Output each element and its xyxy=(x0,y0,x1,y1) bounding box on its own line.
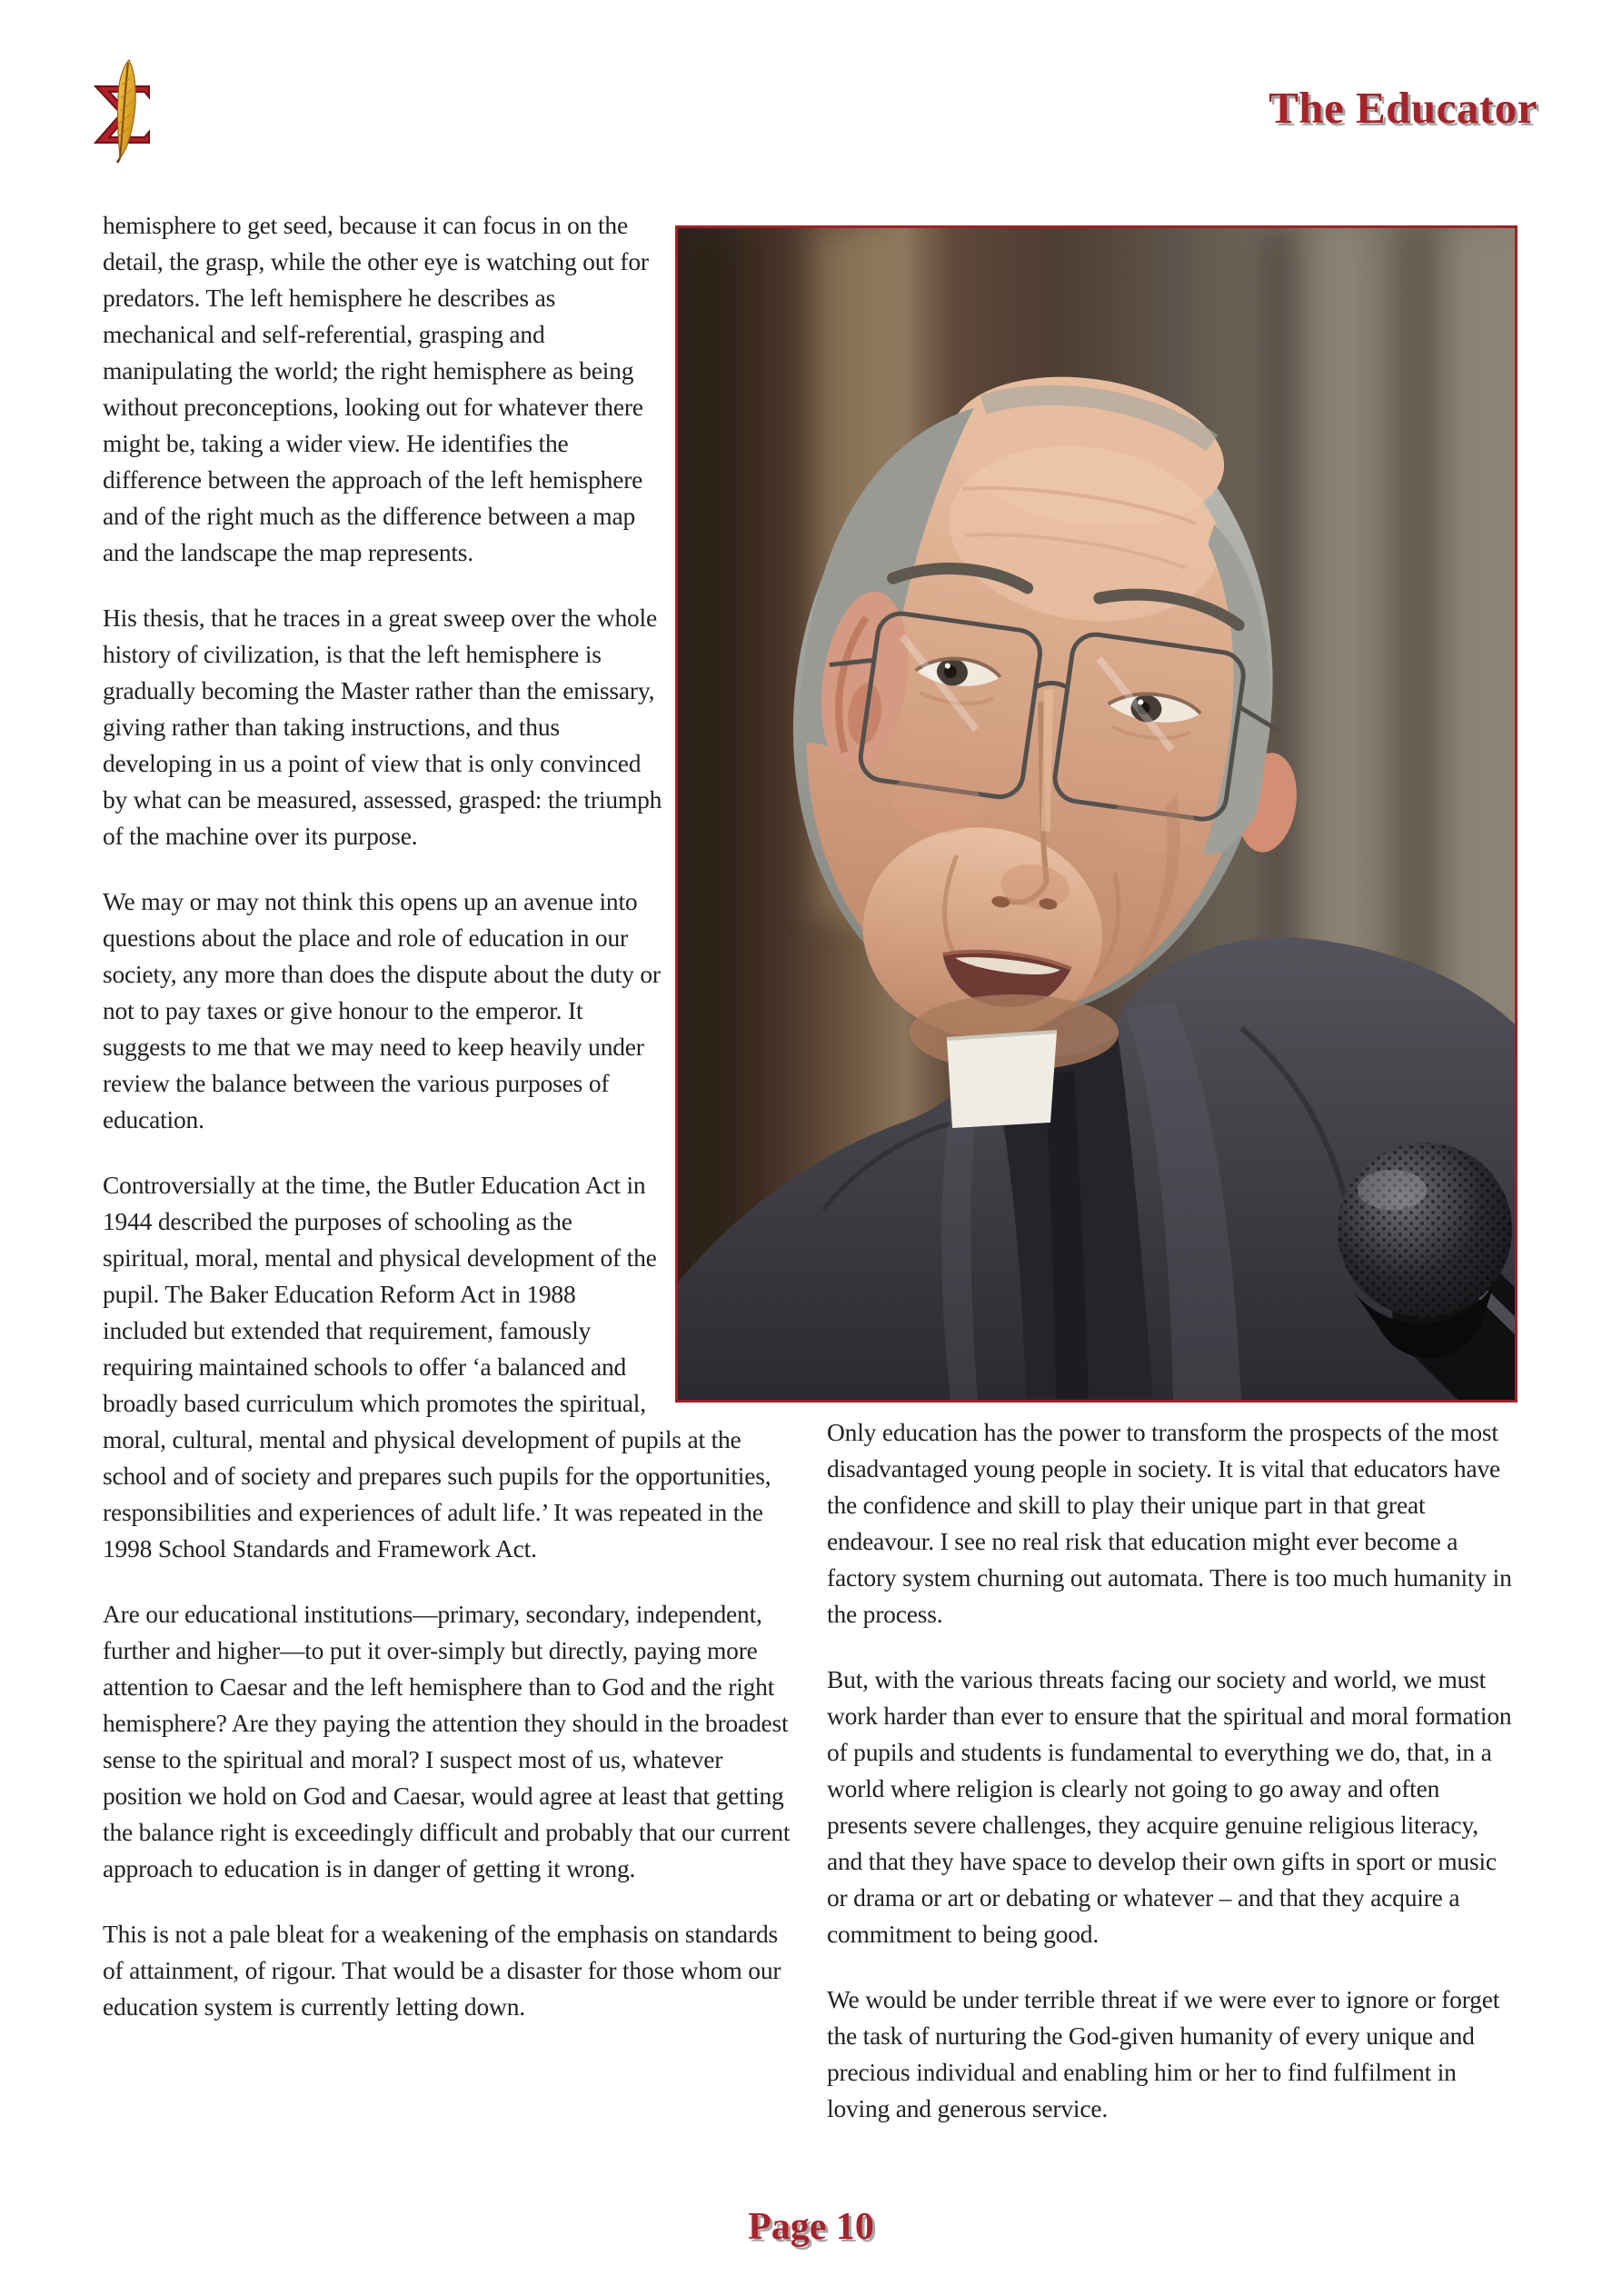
paragraph: Controversially at the time, the Butler Education Act in 1944 described the purposes of schooling as the spiritual, moral, mental and physical development of the pupil. The Baker Education Reform Act in 1988 included but extended that requirement, famously requiring maintained schools to offer ‘a balanced and broadly based curriculum which promotes the spiritual, moral, cultural, mental and physical development of pupils at the school and of society and prepares such pupils for the opportunities, responsibilities and experiences of adult life.’ It was repeated in the 1998 School Standards and Framework Act. xyxy=(103,1171,771,1562)
left-text-column xyxy=(103,207,791,2054)
paragraph: Only education has the power to transform the prospects of the most disadvantaged young people in society. It is vital that educators have the confidence and skill to play their unique part in that great endeavour. I see no real risk that education might ever become a factory system churning out automata. There is too much humanity in the process. xyxy=(827,1418,1512,1628)
page-header-title: The Educator xyxy=(1269,83,1537,133)
portrait-photo xyxy=(675,225,1518,1403)
paragraph: We would be under terrible threat if we were ever to ignore or forget the task of nurturing the God-given humanity of every unique and precious individual and enabling him or her to find fulfilment in loving and generous service. xyxy=(827,1985,1500,2122)
paragraph: His thesis, that he traces in a great sweep over the whole history of civilization, is that the left hemisphere is gradually becoming the Master rather than the emissary, giving rather than taking instructions, and thus developing in us a point of view that is only convinced by what can be measured, assessed, grasped: the triumph of the machine over its purpose. xyxy=(103,604,662,850)
paragraph: Are our educational institutions—primary, secondary, independent, further and higher—to put it over-simply but directly, paying more attention to Caesar and the left hemisphere than to God and the right hemisphere? Are they paying the attention they should in the broadest sense to the spiritual and moral? I suspect most of us, whatever position we hold on God and Caesar, would agree at least that getting the balance right is exceedingly difficult and probably that our current approach to education is in danger of getting it wrong. xyxy=(103,1600,791,1882)
sigma-quill-logo-icon xyxy=(87,58,158,164)
paragraph: hemisphere to get seed, because it can focus in on the detail, the grasp, while the other eye is watching out for predators. The left hemisphere he describes as mechanical and self-referential, grasping and manipulating the world; the right hemisphere as being without preconceptions, looking out for whatever there might be, taking a wider view. He identifies the difference between the approach of the left hemisphere and of the right much as the difference between a map and the landscape the map represents. xyxy=(103,211,649,566)
paragraph: This is not a pale bleat for a weakening of the emphasis on standards of attainment, of rigour. That would be a disaster for those whom our education system is currently letting down. xyxy=(103,1920,781,2021)
paragraph: But, with the various threats facing our society and world, we must work harder than ever to ensure that the spiritual and moral formation of pupils and students is fundamental to everything we do, that, in a world where religion is clearly not going to go away and often presents severe challenges, they acquire genuine religious literacy, and that they have space to develop their own gifts in sport or music or drama or art or debating or whatever – and that they acquire a commitment to being good. xyxy=(827,1665,1512,1948)
photo-text-wrap-spacer xyxy=(664,207,791,1418)
paragraph: We may or may not think this opens up an avenue into questions about the place and role of education in our society, any more than does the dispute about the duty or not to pay taxes or give honour to the emperor. It suggests to me that we may need to keep heavily under review the balance between the various purposes of education. xyxy=(103,887,661,1133)
right-text-column xyxy=(827,1414,1519,2156)
page-number: Page 10 xyxy=(748,2206,874,2248)
